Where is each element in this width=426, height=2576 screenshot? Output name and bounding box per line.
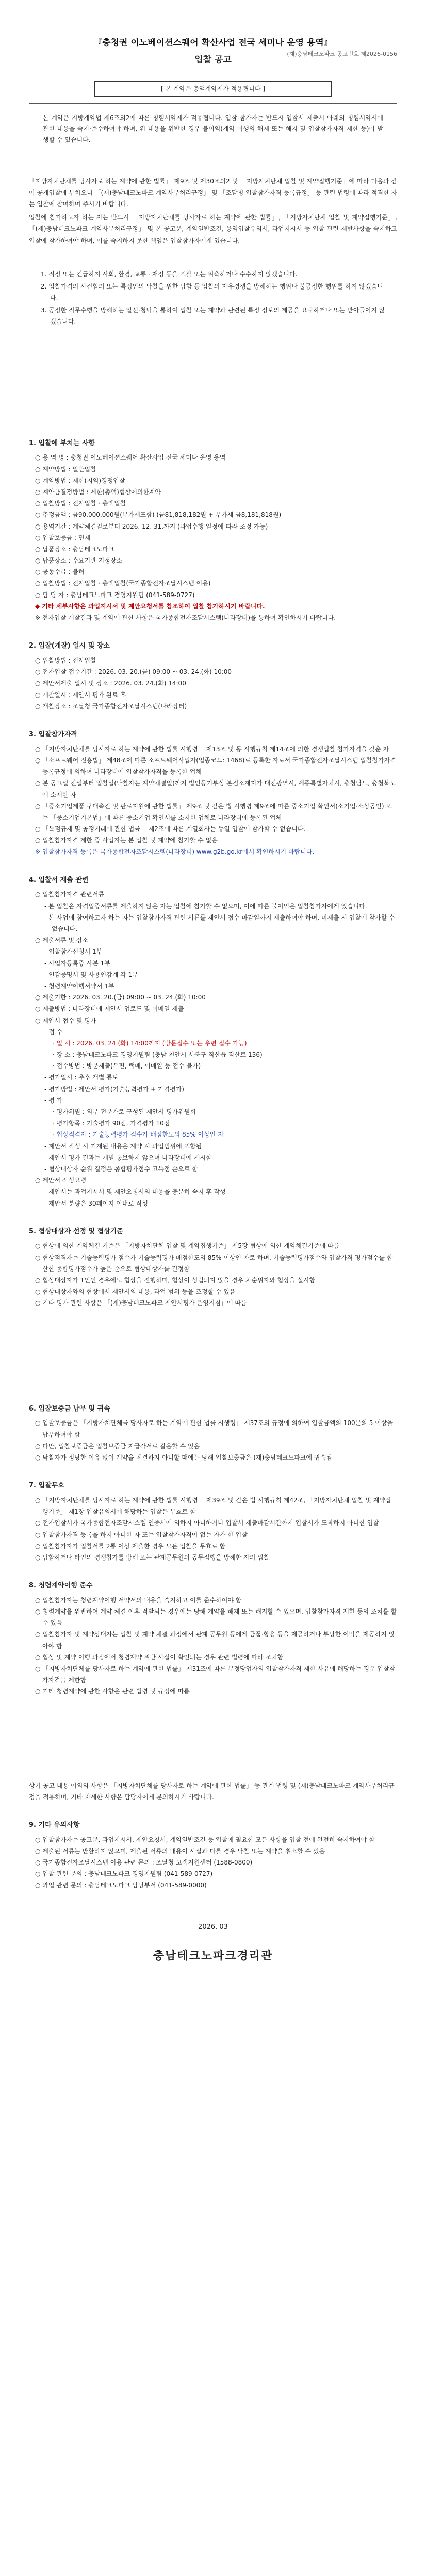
section-line: ○ 입찰방법 : 전자입찰	[35, 657, 96, 665]
section-line: ○ 공동수급 : 불허	[35, 568, 85, 576]
section-line: · 장 소 : 충남테크노파크 경영지원팀 (충남 천안시 서북구 직산읍 직산로 136)	[53, 1051, 263, 1059]
section-line: · 접수방법 : 방문제출(우편, 택배, 이메일 등 접수 불가)	[53, 1062, 201, 1070]
section-line: ○ 「독점규제 및 공정거래에 관한 법률」 제2조에 따른 계열회사는 동일 입찰에 참가할 수 없습니다.	[35, 825, 306, 833]
section-line: - 평가일시 : 추후 개별 통보	[44, 1074, 119, 1081]
note-line: ※ 입찰참가자격 등록은 국가종합전자조달시스템(나라장터) www.g2b.go.kr에서 확인하시기 바랍니다.	[35, 848, 315, 856]
section-line: ○ 본 공고일 전일부터 입찰일(낙찰자는 계약체결일)까지 법인등기부상 본점소재지가 대전광역시, 세종특별자치시, 충청남도, 충청북도에 소재한 자	[35, 779, 396, 799]
sub-heading: ○ 제출서류 및 장소	[35, 937, 89, 944]
section-heading: 3. 입찰참가자격	[29, 730, 77, 738]
section-line: ○ 용역기간 : 계약체결일로부터 2026. 12. 31.까지 (과업수행 일정에 따라 조정 가능)	[35, 522, 268, 530]
section-line: ○ 계약방법 : 일반입찰	[35, 465, 96, 473]
section-line: - 협상대상자 순위 결정은 종합평가점수 고득점 순으로 함	[44, 1165, 198, 1173]
pledge-item: 1. 적정 또는 긴급하지 사회, 환경, 교통 · 재정 등을 포괄 또는 위축하거나 수수하지 않겠습니다.	[41, 270, 298, 278]
section-line: ○ 입찰참가자가 입찰서를 2통 이상 제출한 경우 모든 입찰을 무효로 함	[35, 1542, 226, 1550]
integrity-pledge-box	[29, 260, 397, 338]
sub-heading: ○ 제출방법 : 나라장터에 제안서 업로드 및 이메일 제출	[35, 1005, 184, 1013]
section-line: - 사업자등록증 사본 1부	[44, 959, 110, 967]
section-line: ○ 「중소기업제품 구매촉진 및 판로지원에 관한 법률」 제9조 및 같은 법 시행령 제9조에 따른 중소기업 확인서(소기업·소상공인) 또는 「중소기업기본법」에 따른 중소기업 확인서를 소지한 업체로 나라장터에 등록된 업체	[35, 802, 392, 821]
section-line: ○ 담 당 자 : 충남테크노파크 경영지원팀 (041-589-0727)	[35, 591, 195, 599]
section-line: ○ 입찰보증금은 「지방자치단체를 당사자로 하는 계약에 관한 법률 시행령」 제37조의 규정에 의하여 입찰금액의 100분의 5 이상을 납부하여야 함	[35, 1419, 393, 1438]
section-misc	[29, 1820, 397, 1891]
section-heading: 4. 입찰서 제출 관련	[29, 876, 89, 884]
section-line: · 평가항목 : 기술평가 90점, 가격평가 10점	[53, 1120, 170, 1127]
section-line: ○ 입찰방법 : 전자입찰 · 총액입찰(국가종합전자조달시스템 이용)	[35, 580, 211, 587]
section-line: ○ 국가종합전자조달시스템 이용 관련 문의 : 조달청 고객지원센터 (1588-0800)	[35, 1859, 253, 1867]
section-line: ○ 개찰일시 : 제안서 평가 완료 후	[35, 691, 126, 699]
section-negotiation	[29, 1227, 397, 1309]
issuer-name: 충남테크노파크경리관	[153, 1950, 273, 1963]
section-heading: 5. 협상대상자 선정 및 협상기준	[29, 1227, 123, 1235]
section-line: - 접 수	[44, 1028, 63, 1036]
section-eligibility	[29, 730, 397, 858]
section-line: ○ 협상 및 계약 이행 과정에서 청렴계약 위반 사실이 확인되는 경우 관련 법령에 따라 조치함	[35, 1653, 284, 1661]
section-line: - 인감증명서 및 사용인감계 각 1부	[44, 971, 138, 978]
pledge-item: 3. 공정한 직무수행을 방해하는 알선·청탁을 통하여 입찰 또는 계약과 관련된 특정 정보의 제공을 요구하거나 또는 받아들이지 않겠습니다.	[41, 307, 385, 326]
integrity-notice-box	[29, 103, 397, 155]
section-line: ○ 입찰 관련 문의 : 충남테크노파크 경영지원팀 (041-589-0727)	[35, 1870, 213, 1878]
section-line: ○ 납품장소 : 수요기관 지정장소	[35, 557, 122, 565]
section-integrity	[29, 1581, 397, 1697]
section-line: ○ 납품장소 : 충남테크노파크	[35, 545, 114, 553]
section-line: ○ 다만, 입찰보증금은 입찰보증금 지급각서로 갈음할 수 있음	[35, 1442, 200, 1450]
highlight-line: · 일 시 : 2026. 03. 24.(화) 14:00까지 (방문접수 또는 우편 접수 가능)	[53, 1039, 247, 1047]
section-line: ○ 제출된 서류는 반환하지 않으며, 제출된 서류의 내용이 사실과 다를 경우 낙찰 또는 계약을 취소할 수 있음	[35, 1847, 325, 1855]
section-line: ○ 「지방자치단체를 당사자로 하는 계약에 관한 법률」 제31조에 따른 부정당업자의 입찰참가자격 제한 사유에 해당하는 경우 입찰참가자격을 제한함	[35, 1665, 396, 1684]
section-line: ○ 청렴계약을 위반하여 계약 체결 이후 적발되는 경우에는 당해 계약을 해제 또는 해지할 수 있으며, 입찰참가자격 제한 등의 조치를 할 수 있음	[35, 1608, 397, 1627]
section-line: ○ 입찰참가자는 청렴계약이행 서약서의 내용을 숙지하고 이를 준수하여야 함	[35, 1596, 242, 1604]
section-line: - 청렴계약이행서약서 1부	[44, 982, 114, 990]
section-line: ○ 추정금액 : 금90,000,000원(부가세포함) (금81,818,182원 + 부가세 금8,181,818원)	[35, 511, 282, 519]
section-line: ○ 입찰참가자 및 계약상대자는 입찰 및 계약 체결 과정에서 관계 공무원 등에게 금품·향응 등을 제공하거나 부당한 이익을 제공하지 않아야 함	[35, 1631, 395, 1650]
section-line: ○ 전자입찰서가 국가종합전자조달시스템 인증서에 의하지 아니하거나 입찰서 제출마감시간까지 입찰서가 도착하지 아니한 입찰	[35, 1519, 379, 1527]
section-line: ○ 담합하거나 타인의 경쟁참가를 방해 또는 관계공무원의 공무집행을 방해한 자의 입찰	[35, 1553, 270, 1561]
section-bid-schedule	[29, 641, 397, 712]
section-line: ○ 「지방자치단체를 당사자로 하는 계약에 관한 법률 시행령」 제13조 및 동 시행규칙 제14조에 의한 경쟁입찰 참가자격을 갖춘 자	[35, 745, 389, 753]
section-line: - 제안서 작성 시 기재된 내용은 계약 시 과업범위에 포함됨	[44, 1142, 202, 1150]
section-heading: 8. 청렴계약이행 준수	[29, 1582, 93, 1590]
closing-text	[29, 1780, 397, 1803]
section-heading: 6. 입찰보증금 납부 및 귀속	[29, 1404, 110, 1413]
pledge-item: 2. 입찰가격의 사전협의 또는 특정인의 낙찰을 위한 담합 등 입찰의 자유경쟁을 방해하는 행위나 불공정한 행위를 하지 않겠습니다.	[41, 282, 383, 302]
section-bid-bond	[29, 1404, 397, 1464]
intro-paragraph: 입찰에 참가하고자 하는 자는 반드시 「지방자치단체를 당사자로 하는 계약에 관한 법률」, 「지방자치단체 입찰 및 계약집행기준」, 「(재)충남테크노파크 계약사무처리규정」 및 본 공고문, 계약일반조건, 용역입찰유의서, 과업지시서 등 입찰 관련 제반사항을 숙지하고 입찰에 참가하여야 하며, 이를 숙지하지 못한 책임은 입찰참가자에게 있습니다.	[29, 214, 397, 244]
notice-text: 본 계약은 지방계약법 제6조의2에 따른 청렴서약제가 적용됩니다. 입찰 참가자는 반드시 입찰서 제출시 아래의 청렴서약서에 관한 내용을 숙지·준수하여야 하며, 위 내용을 위반한 경우 불이익(계약 이행의 해제 또는 해지 및 입찰참가자격 제한 등)이 발생할 수 있습니다.	[43, 114, 383, 143]
section-line: - 제안서 분량은 30페이지 이내로 작성	[44, 1199, 148, 1207]
announcement-date: 2026. 03	[198, 1923, 228, 1931]
section-heading: 2. 입찰(개찰) 일시 및 장소	[29, 642, 110, 650]
section-heading: 7. 입찰무효	[29, 1482, 64, 1490]
contract-type-banner: [ 본 계약은 총액계약제가 적용됩니다 ]	[94, 81, 332, 96]
sub-heading: ○ 제안서 접수 및 평가	[35, 1016, 96, 1024]
section-invalid-bids	[29, 1481, 397, 1563]
section-line: ○ 협상대상자와의 협상에서 제안서의 내용, 과업 범위 등을 조정할 수 있음	[35, 1288, 236, 1296]
section-line: ○ 입찰방법 : 전자입찰 · 총액입찰	[35, 500, 126, 507]
section-line: ○ 기타 평가 관련 사항은 「(재)충남테크노파크 제안서평가 운영지침」에 따름	[35, 1299, 247, 1307]
section-line: ○ 「지방자치단체를 당사자로 하는 계약에 관한 법률 시행령」 제39조 및 같은 법 시행규칙 제42조, 「지방자치단체 입찰 및 계약집행기준」 제1장 입찰유의서에 해당하는 입찰은 무효로 함	[35, 1496, 391, 1516]
sub-heading: ○ 제안서 작성요령	[35, 1177, 87, 1184]
intro-text	[29, 176, 397, 246]
section-line: - 평가방법 : 제안서 평가(기술능력평가 + 가격평가)	[44, 1085, 184, 1093]
section-line: ○ 입찰참가자격 제한 중 사업자는 본 입찰 및 계약에 참가할 수 없음	[35, 837, 218, 844]
section-line: ○ 협상적격자는 기술능력평가 점수가 기술능력평가 배점한도의 85% 이상인 자로 하며, 기술능력평가점수와 입찰가격 평가점수를 합산한 종합평가점수가 높은 순으로 협상대상자를 결정함	[35, 1253, 393, 1273]
closing-paragraph: 상기 공고 내용 이외의 사항은 「지방자치단체를 당사자로 하는 계약에 관한 법률」 등 관계 법령 및 (재)충남테크노파크 계약사무처리규정을 적용하며, 기타 자세한 사항은 담당자에게 문의하시기 바랍니다.	[29, 1782, 395, 1801]
section-line: ○ 「소프트웨어 진흥법」 제48조에 따른 소프트웨어사업자(업종코드: 1468)로 등록한 자로서 국가종합전자조달시스템 입찰참가자격등록규정에 의하여 나라장터에 입찰참가자격을 등록한 업체	[35, 756, 396, 776]
section-line: ○ 입찰참가자격 등록을 하지 아니한 자 또는 입찰참가자격이 없는 자가 한 입찰	[35, 1531, 248, 1538]
highlight-line: ◆ 기타 세부사항은 과업지시서 및 제안요청서를 참조하여 입찰 참가하시기 바랍니다.	[35, 602, 265, 610]
sub-heading: ○ 입찰참가자격 관련서류	[35, 891, 105, 899]
document-number: (재)충남테크노파크 공고번호 제2026-0156	[287, 50, 397, 57]
note-line: · 협상적격자 : 기술능력평가 점수가 배점한도의 85% 이상인 자	[53, 1131, 224, 1139]
section-line: ○ 전자입찰 접수기간 : 2026. 03. 20.(금) 09:00 ~ 03. 24.(화) 10:00	[35, 668, 232, 676]
section-heading: 1. 입찰에 부치는 사항	[29, 439, 95, 447]
section-submission	[29, 875, 397, 1209]
section-line: · 평가위원 : 외부 전문가로 구성된 제안서 평가위원회	[53, 1108, 196, 1115]
section-line: ○ 입찰참가자는 공고문, 과업지시서, 제안요청서, 계약일반조건 등 입찰에 필요한 모든 사항을 입찰 전에 완전히 숙지하여야 함	[35, 1836, 375, 1843]
section-bid-items	[29, 438, 397, 624]
section-line: ○ 제안서제출 일시 및 장소 : 2026. 03. 24.(화) 14:00	[35, 680, 186, 687]
page-subtitle: 입찰 공고	[194, 55, 232, 65]
section-line: - 입찰참가신청서 1부	[44, 948, 103, 956]
section-line: ○ 용 역 명 : 충청권 이노베이션스퀘어 확산사업 전국 세미나 운영 용역	[35, 454, 226, 462]
sub-heading: ○ 제출기한 : 2026. 03. 20.(금) 09:00 ~ 03. 24.(화) 10:00	[35, 994, 206, 1002]
section-line: ○ 계약방법 : 제한(지역)경쟁입찰	[35, 477, 125, 484]
section-line: ○ 개찰장소 : 조달청 국가종합전자조달시스템(나라장터)	[35, 702, 187, 710]
section-line: ○ 협상에 의한 계약체결 기준은 「지방자치단체 입찰 및 계약집행기준」 제5장 협상에 의한 계약체결기준에 따름	[35, 1242, 340, 1250]
intro-paragraph: 「지방자치단체를 당사자로 하는 계약에 관한 법률」 제9조 및 제30조의2 및 「지방자치단체 입찰 및 계약집행기준」에 따라 다음과 같이 공개입찰에 부치오니 「(재)충남테크노파크 계약사무처리규정」 및 「조달청 입찰참가자격 등록규정」 등 관련 법령에 따라 적격한 자는 입찰에 참여하여 주시기 바랍니다.	[29, 177, 397, 208]
note-line: ※ 전자입찰 개찰결과 및 계약에 관한 사항은 국가종합전자조달시스템(나라장터)을 통하여 확인하시기 바랍니다.	[35, 614, 336, 622]
section-line: ○ 낙찰자가 정당한 이유 없이 계약을 체결하지 아니할 때에는 당해 입찰보증금은 (재)충남테크노파크에 귀속됨	[35, 1453, 332, 1461]
section-heading: 9. 기타 유의사항	[29, 1821, 80, 1829]
section-line: ○ 기타 청렴계약에 관한 사항은 관련 법령 및 규정에 따름	[35, 1688, 190, 1696]
announcement-page	[0, 36, 426, 2576]
section-line: ○ 입찰보증금 : 면제	[35, 534, 91, 541]
section-line: - 본 사업에 참여하고자 하는 자는 입찰참가자격 관련 서류를 제안서 접수 마감일까지 제출하여야 하며, 미제출 시 입찰에 참가할 수 없습니다.	[44, 913, 395, 933]
section-line: ○ 과업 관련 문의 : 충남테크노파크 담당부서 (041-589-0000)	[35, 1882, 207, 1889]
page-title: 『충청권 이노베이션스퀘어 확산사업 전국 세미나 운영 용역』	[93, 38, 333, 48]
section-line: ○ 협상대상자가 1인인 경우에도 협상을 진행하며, 협상이 성립되지 않을 경우 차순위자와 협상을 실시함	[35, 1277, 315, 1284]
section-line: - 제안서는 과업지시서 및 제안요청서의 내용을 충분히 숙지 후 작성	[44, 1188, 226, 1196]
section-line: - 제안서 평가 결과는 개별 통보하지 않으며 나라장터에 게시함	[44, 1154, 212, 1161]
section-line: - 본 입찰은 자격입증서류를 제출하지 않은 자는 입찰에 참가할 수 없으며, 이에 따른 불이익은 입찰참가자에게 있습니다.	[44, 902, 367, 910]
section-line: - 평 가	[44, 1096, 63, 1104]
section-line: ○ 계약금결정방법 : 제한(총액)협상에의한계약	[35, 488, 161, 496]
